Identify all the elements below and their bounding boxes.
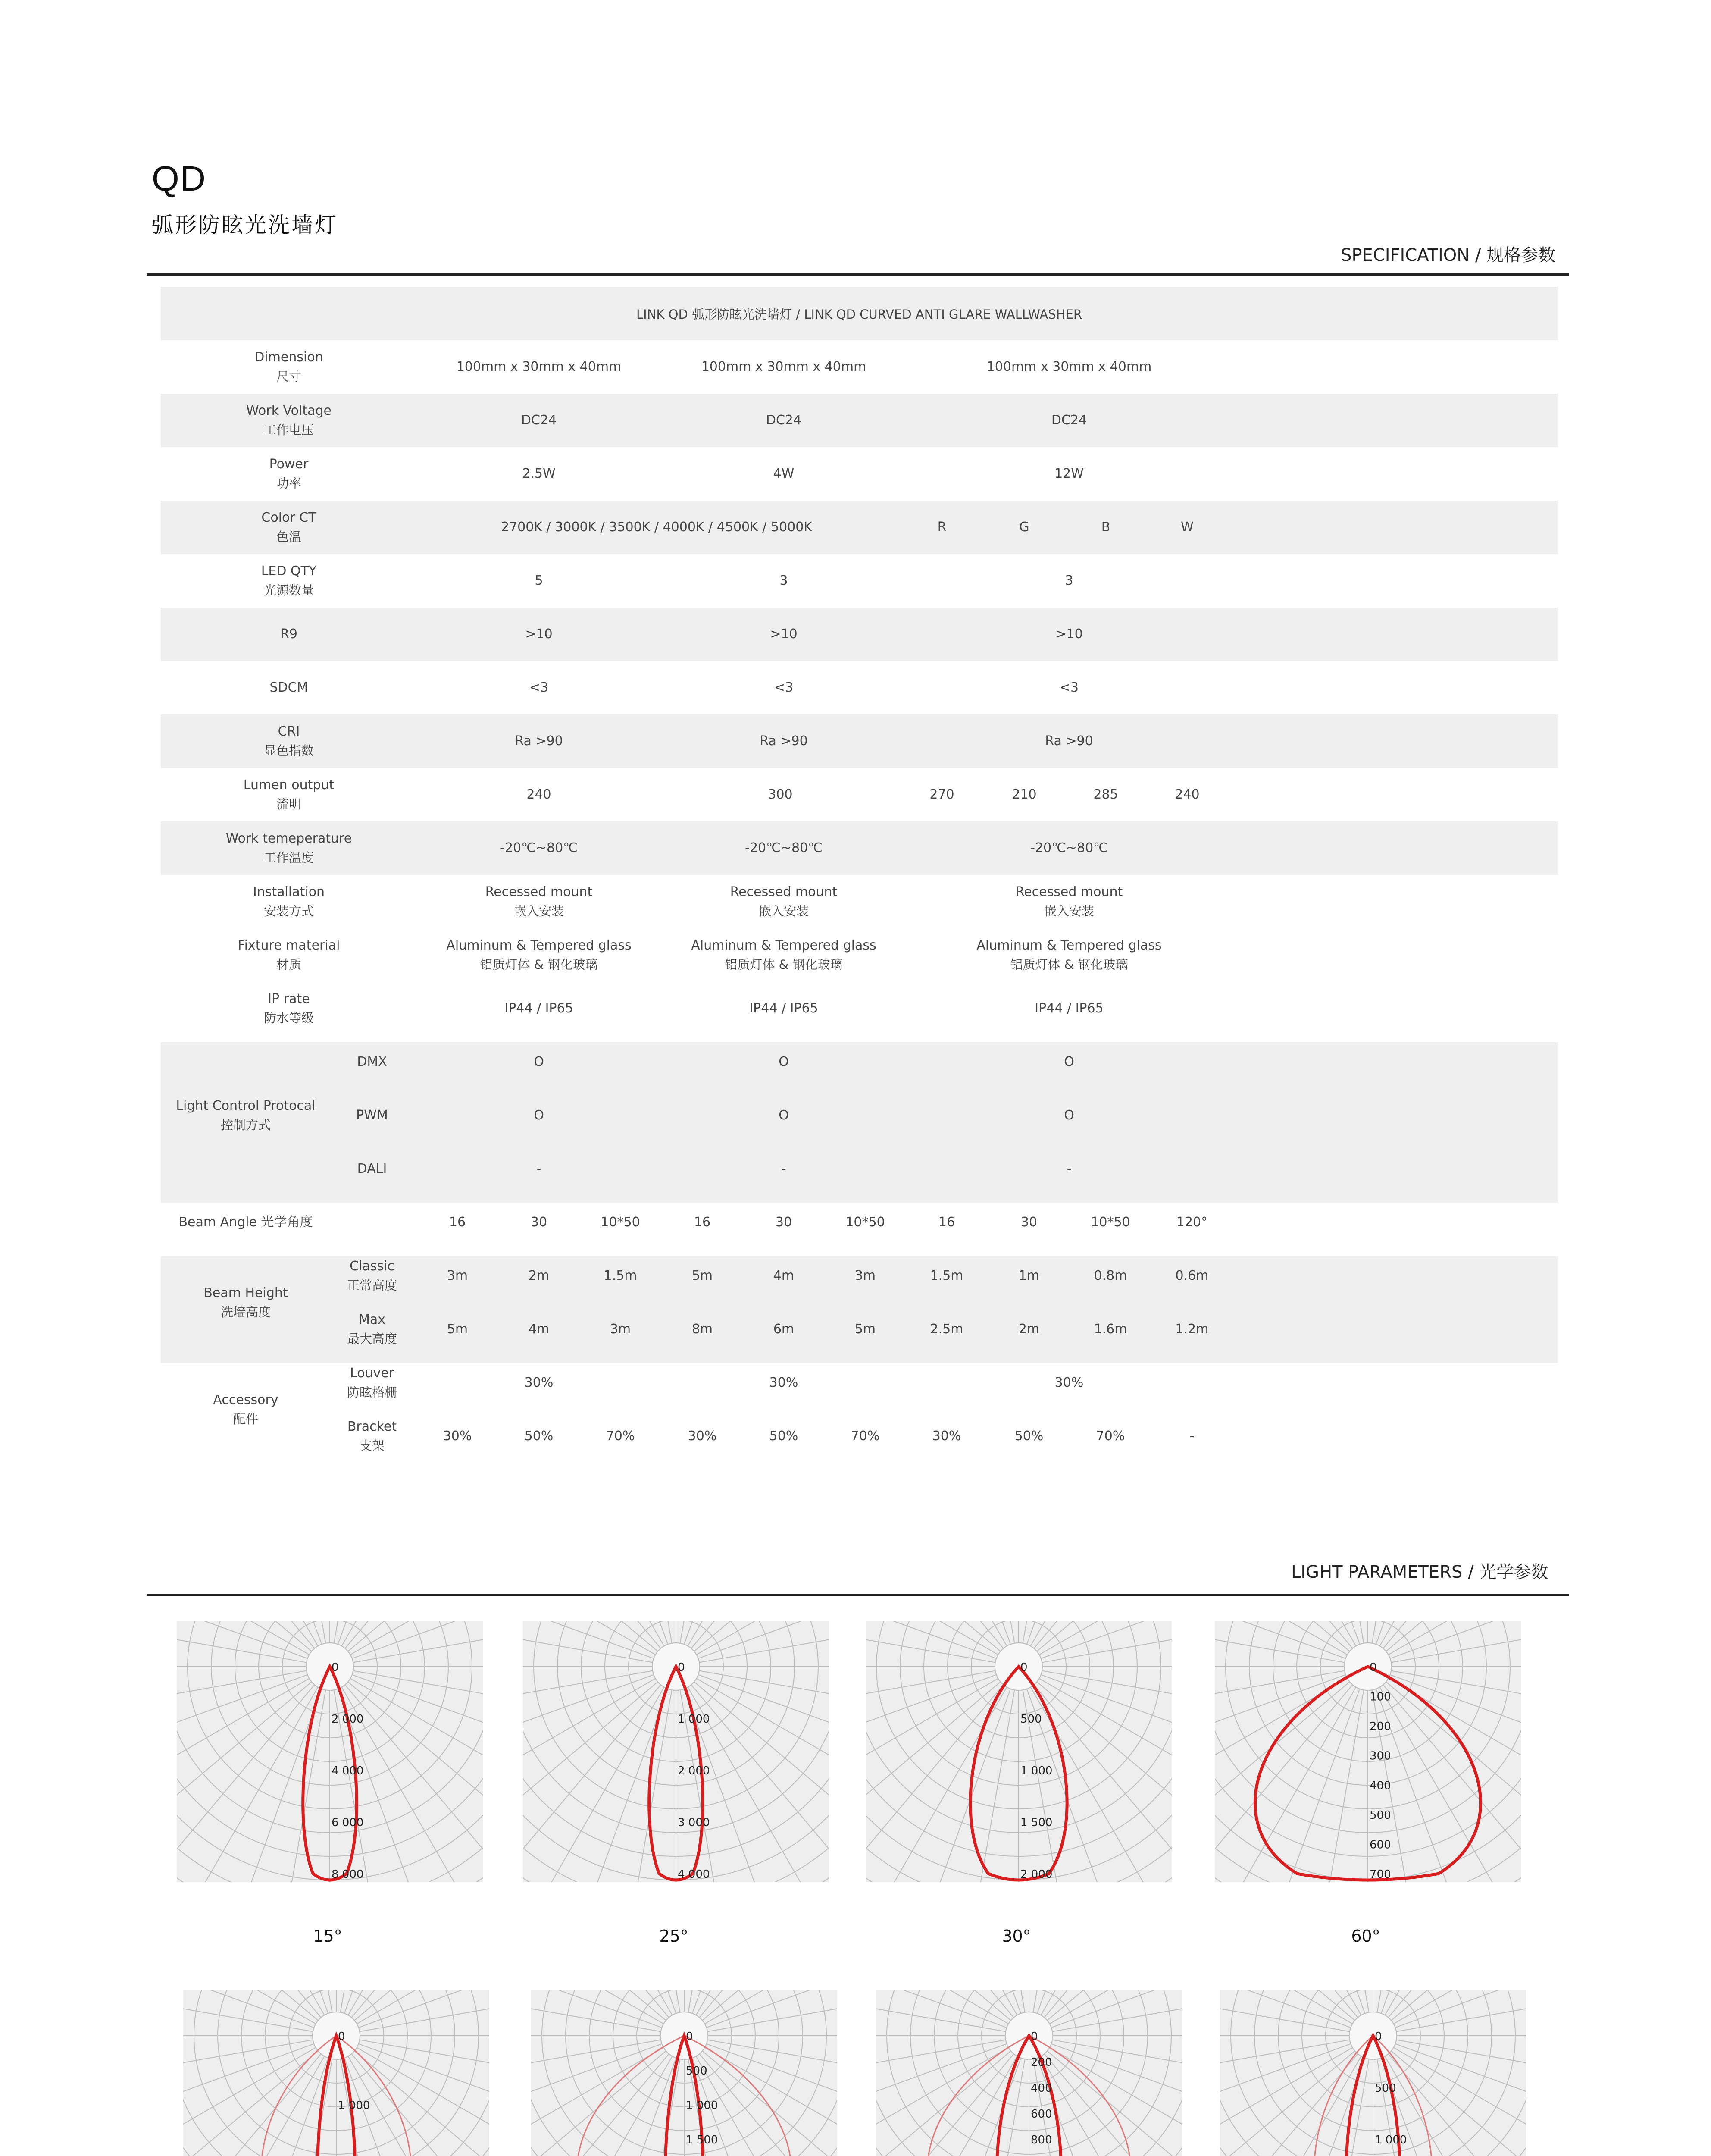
lumen-v2: 300: [768, 787, 793, 802]
row-label-ledqty: LED QTY 光源数量: [261, 564, 317, 598]
control-dmx-v2: O: [779, 1054, 789, 1069]
bracket-value: 50%: [1014, 1429, 1044, 1444]
band: [161, 608, 1558, 661]
install-v3: Recessed mount 嵌入安装: [1015, 884, 1123, 918]
colorct-r: R: [937, 520, 947, 535]
voltage-v3: DC24: [1051, 413, 1087, 428]
material-v1: Aluminum & Tempered glass 铝质灯体 & 钢化玻璃: [446, 938, 632, 972]
row-label-control: Light Control Protocal 控制方式: [176, 1098, 316, 1132]
polar-plot: [183, 1990, 489, 2156]
dimension-v3: 100mm x 30mm x 40mm: [986, 359, 1152, 374]
colorct-v1: 2700K / 3000K / 3500K / 4000K / 4500K / 5000K: [500, 520, 813, 535]
polar-plot-caption: 30°: [1002, 1927, 1031, 1946]
beam-angle-value: 16: [449, 1215, 466, 1230]
polar-plot-caption: 60°: [1351, 1927, 1380, 1946]
colorct-b: B: [1101, 520, 1110, 535]
classic-height: 3m: [854, 1268, 876, 1283]
lumen-r: 270: [929, 787, 954, 802]
row-label-accessory: Accessory 配件: [213, 1392, 278, 1426]
bracket-label: Bracket 支架: [347, 1419, 397, 1453]
material-v2: Aluminum & Tempered glass 铝质灯体 & 钢化玻璃: [691, 938, 876, 972]
row-label-power: Power 功率: [269, 457, 309, 491]
polar-tick-label: 1 000: [678, 1713, 710, 1726]
classic-height: 1.5m: [930, 1268, 963, 1283]
polar-plot: [523, 1621, 829, 1882]
control-dali-v2: -: [781, 1161, 786, 1176]
classic-height: 2m: [528, 1268, 550, 1283]
polar-tick-label: 800: [1031, 2134, 1052, 2147]
row-label-beam-angle: Beam Angle 光学角度: [178, 1215, 313, 1230]
polar-tick-label: 0: [1370, 1661, 1377, 1674]
row-label-worktemp: Work temeperature 工作温度: [225, 831, 352, 865]
classic-height: 1.5m: [604, 1268, 637, 1283]
polar-tick-label: 1 000: [686, 2099, 718, 2112]
ledqty-v2: 3: [779, 573, 788, 588]
product-name-cn: 弧形防眩光洗墙灯: [152, 213, 338, 238]
sdcm-v3: <3: [1059, 680, 1079, 695]
max-height: 1.6m: [1094, 1322, 1127, 1337]
control-dmx-label: DMX: [357, 1054, 387, 1069]
bracket-value: 30%: [688, 1429, 717, 1444]
spec-divider: [147, 273, 1569, 276]
dimension-v1: 100mm x 30mm x 40mm: [456, 359, 622, 374]
light-divider: [147, 1594, 1569, 1596]
worktemp-v2: -20℃~80℃: [745, 840, 823, 856]
polar-tick-label: 400: [1370, 1779, 1391, 1792]
polar-tick-label: 6 000: [332, 1816, 364, 1829]
polar-tick-label: 500: [1020, 1713, 1042, 1726]
polar-tick-label: 500: [686, 2065, 707, 2078]
colorct-w: W: [1181, 520, 1194, 535]
dimension-v2: 100mm x 30mm x 40mm: [701, 359, 866, 374]
voltage-v1: DC24: [521, 413, 557, 428]
ledqty-v1: 5: [535, 573, 543, 588]
lumen-v1: 240: [526, 787, 551, 802]
max-height: 3m: [610, 1322, 631, 1337]
polar-tick-label: 0: [338, 2030, 345, 2043]
row-label-ip: IP rate 防水等级: [263, 991, 314, 1025]
row-label-sdcm: SDCM: [269, 680, 308, 695]
bracket-value: 30%: [443, 1429, 472, 1444]
beam-angle-value: 10*50: [1091, 1215, 1130, 1230]
polar-tick-label: 1 500: [1020, 1816, 1053, 1829]
cri-v1: Ra >90: [515, 733, 563, 749]
max-height: 2m: [1018, 1322, 1040, 1337]
polar-tick-label: 0: [332, 1661, 339, 1674]
cri-v2: Ra >90: [760, 733, 808, 749]
lumen-b: 285: [1093, 787, 1118, 802]
polar-plot: [1220, 1990, 1526, 2156]
ip-v3: IP44 / IP65: [1035, 1001, 1104, 1016]
polar-tick-label: 600: [1031, 2108, 1052, 2121]
row-label-r9: R9: [280, 627, 297, 642]
lumen-w: 240: [1175, 787, 1200, 802]
polar-tick-label: 4 000: [678, 1868, 710, 1881]
bracket-value: 70%: [606, 1429, 635, 1444]
r9-v2: >10: [770, 627, 798, 642]
polar-tick-label: 4 000: [332, 1764, 364, 1777]
sdcm-v1: <3: [529, 680, 549, 695]
polar-tick-label: 1 000: [338, 2099, 370, 2112]
row-label-voltage: Work Voltage 工作电压: [246, 403, 332, 437]
band: [161, 821, 1558, 875]
control-dali-v3: -: [1067, 1161, 1072, 1176]
install-v1: Recessed mount 嵌入安装: [485, 884, 593, 918]
polar-tick-label: 0: [1375, 2030, 1382, 2043]
polar-tick-label: 2 000: [1020, 1868, 1053, 1881]
beam-height-max-label: Max 最大高度: [347, 1312, 397, 1346]
polar-tick-label: 0: [1020, 1661, 1028, 1674]
classic-height: 0.8m: [1094, 1268, 1127, 1283]
max-height: 5m: [447, 1322, 468, 1337]
control-pwm-v3: O: [1064, 1108, 1074, 1123]
control-dali-v1: -: [536, 1161, 541, 1176]
polar-plot-caption: 25°: [659, 1927, 688, 1946]
polar-tick-label: 300: [1370, 1749, 1391, 1763]
band: [161, 714, 1558, 768]
max-height: 5m: [854, 1322, 876, 1337]
beam-angle-value: 30: [775, 1215, 792, 1230]
band: [161, 501, 1558, 554]
beam-angle-value: 10*50: [845, 1215, 885, 1230]
louver-v3: 30%: [1054, 1375, 1084, 1390]
cri-v3: Ra >90: [1045, 733, 1093, 749]
bracket-value: 70%: [1096, 1429, 1125, 1444]
power-v1: 2.5W: [522, 466, 556, 481]
worktemp-v1: -20℃~80℃: [500, 840, 578, 856]
classic-height: 5m: [691, 1268, 713, 1283]
polar-tick-label: 0: [1031, 2030, 1038, 2043]
light-parameters-heading: LIGHT PARAMETERS / 光学参数: [1291, 1562, 1548, 1582]
ledqty-v3: 3: [1065, 573, 1073, 588]
polar-tick-label: 0: [678, 1661, 685, 1674]
max-height: 1.2m: [1175, 1322, 1209, 1337]
max-height: 2.5m: [930, 1322, 963, 1337]
r9-v1: >10: [525, 627, 553, 642]
bracket-value: 50%: [524, 1429, 554, 1444]
band: [161, 394, 1558, 447]
polar-tick-label: 400: [1031, 2082, 1052, 2095]
classic-height: 1m: [1018, 1268, 1040, 1283]
max-height: 6m: [773, 1322, 795, 1337]
louver-label: Louver 防眩格栅: [347, 1366, 397, 1400]
beam-angle-value: 120°: [1176, 1215, 1208, 1230]
row-label-dimension: Dimension 尺寸: [254, 350, 323, 384]
polar-tick-label: 1 000: [1375, 2134, 1407, 2147]
polar-tick-label: 200: [1370, 1720, 1391, 1733]
control-pwm-v1: O: [534, 1108, 544, 1123]
row-label-beam-height: Beam Height 洗墙高度: [203, 1285, 288, 1319]
bracket-value: 30%: [932, 1429, 961, 1444]
control-pwm-label: PWM: [356, 1108, 388, 1123]
polar-tick-label: 8 000: [332, 1868, 364, 1881]
polar-plot: [866, 1621, 1172, 1882]
louver-v2: 30%: [769, 1375, 798, 1390]
power-v3: 12W: [1054, 466, 1084, 481]
bracket-value: 50%: [769, 1429, 798, 1444]
row-label-install: Installation 安装方式: [253, 884, 325, 918]
classic-height: 3m: [447, 1268, 468, 1283]
beam-angle-value: 30: [530, 1215, 547, 1230]
polar-plot-caption: 15°: [313, 1927, 342, 1946]
product-model: QD: [152, 159, 206, 198]
max-height: 8m: [691, 1322, 713, 1337]
polar-tick-label: 700: [1370, 1868, 1391, 1881]
beam-angle-value: 16: [938, 1215, 955, 1230]
polar-tick-label: 2 000: [678, 1764, 710, 1777]
control-dmx-v3: O: [1064, 1054, 1074, 1069]
beam-height-classic-label: Classic 正常高度: [347, 1259, 397, 1293]
voltage-v2: DC24: [766, 413, 802, 428]
polar-tick-label: 200: [1031, 2056, 1052, 2069]
max-height: 4m: [528, 1322, 550, 1337]
colorct-g: G: [1019, 520, 1029, 535]
row-label-cri: CRI 显色指数: [263, 724, 314, 758]
row-label-material: Fixture material 材质: [238, 938, 340, 972]
beam-angle-value: 16: [694, 1215, 711, 1230]
polar-plot: [876, 1990, 1182, 2156]
worktemp-v3: -20℃~80℃: [1030, 840, 1108, 856]
polar-tick-label: 500: [1375, 2082, 1396, 2095]
power-v2: 4W: [773, 466, 795, 481]
louver-v1: 30%: [524, 1375, 554, 1390]
classic-height: 0.6m: [1175, 1268, 1209, 1283]
lumen-g: 210: [1012, 787, 1037, 802]
material-v3: Aluminum & Tempered glass 铝质灯体 & 钢化玻璃: [976, 938, 1162, 972]
bracket-value: -: [1189, 1429, 1195, 1444]
row-label-colorct: Color CT 色温: [261, 510, 316, 544]
install-v2: Recessed mount 嵌入安装: [730, 884, 838, 918]
polar-tick-label: 100: [1370, 1690, 1391, 1704]
beam-angle-value: 30: [1020, 1215, 1038, 1230]
polar-tick-label: 3 000: [678, 1816, 710, 1829]
bracket-value: 70%: [851, 1429, 880, 1444]
ip-v2: IP44 / IP65: [749, 1001, 818, 1016]
control-dmx-v1: O: [534, 1054, 544, 1069]
polar-tick-label: 2 000: [332, 1713, 364, 1726]
control-dali-label: DALI: [357, 1161, 387, 1176]
r9-v3: >10: [1055, 627, 1083, 642]
row-label-lumen: Lumen output 流明: [243, 777, 335, 812]
polar-plot: [531, 1990, 837, 2156]
polar-tick-label: 1 500: [686, 2134, 718, 2147]
polar-tick-label: 500: [1370, 1808, 1391, 1822]
control-pwm-v2: O: [779, 1108, 789, 1123]
polar-tick-label: 0: [686, 2030, 693, 2043]
specification-heading: SPECIFICATION / 规格参数: [1341, 245, 1556, 265]
polar-tick-label: 600: [1370, 1838, 1391, 1852]
polar-plot: [1215, 1621, 1521, 1882]
sdcm-v2: <3: [774, 680, 794, 695]
ip-v1: IP44 / IP65: [504, 1001, 573, 1016]
polar-tick-label: 1 000: [1020, 1764, 1053, 1777]
beam-angle-value: 10*50: [601, 1215, 640, 1230]
classic-height: 4m: [773, 1268, 795, 1283]
polar-plot: [177, 1621, 483, 1882]
spec-banner: LINK QD 弧形防眩光洗墙灯 / LINK QD CURVED ANTI GLARE WALLWASHER: [161, 287, 1558, 340]
